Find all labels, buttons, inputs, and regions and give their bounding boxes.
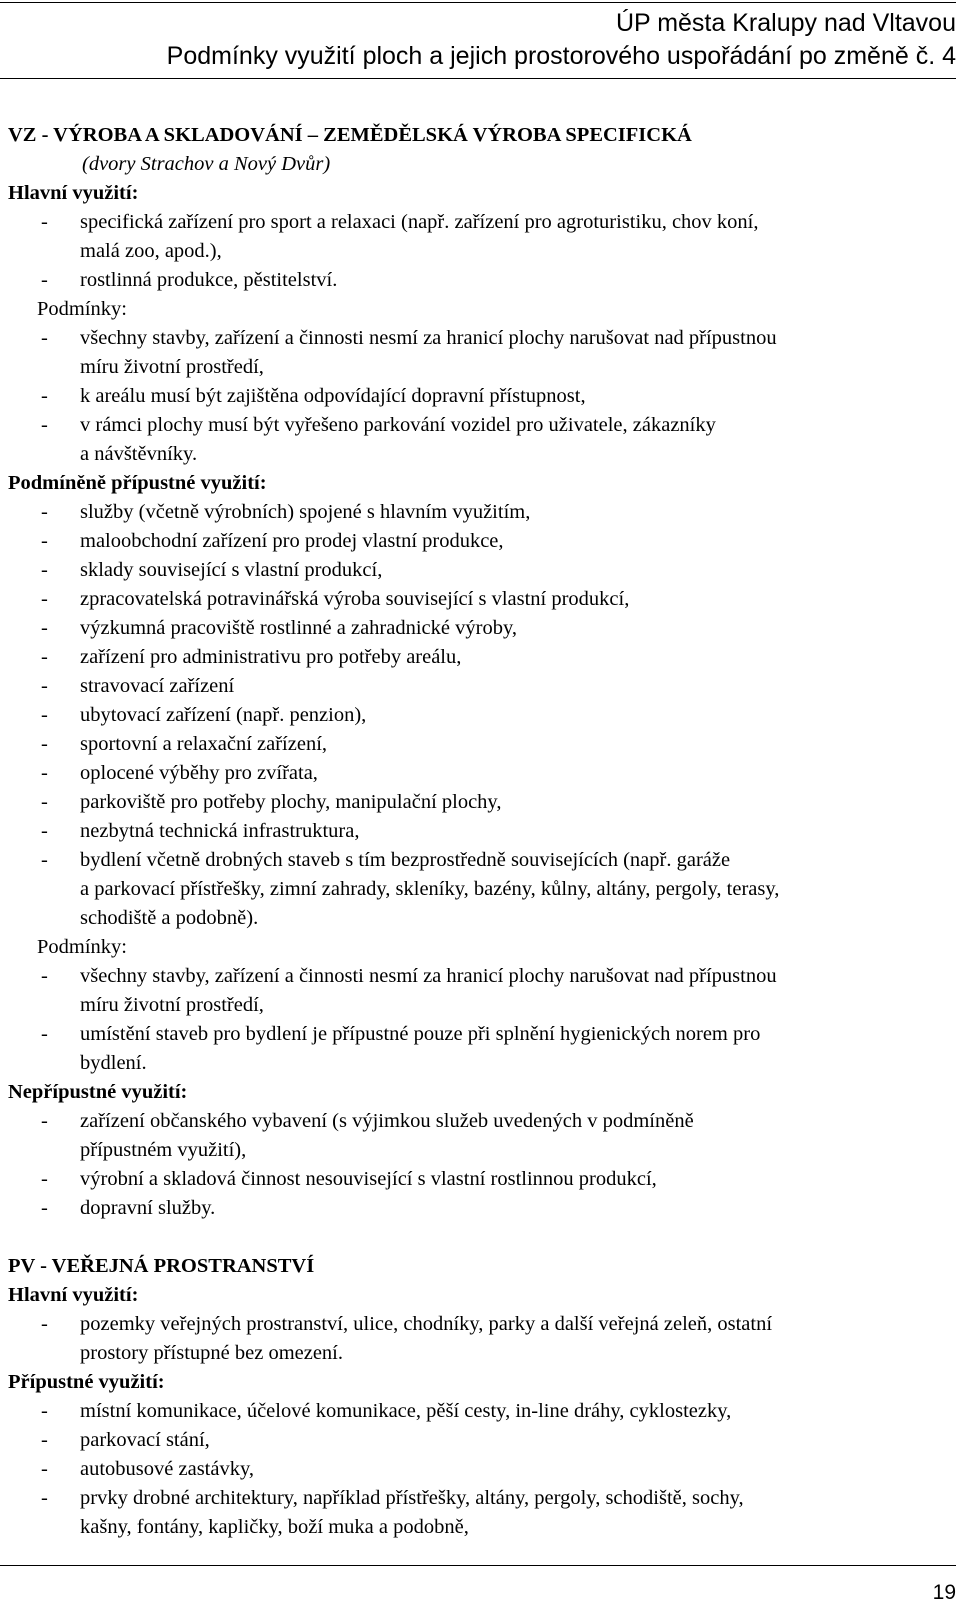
list-bullet-dash: - bbox=[41, 1313, 48, 1335]
list-item bbox=[8, 1020, 956, 1049]
list-item-text: přípustném využití), bbox=[80, 1139, 247, 1161]
vz-conditional-use-list bbox=[8, 498, 956, 933]
list-item-text: výzkumná pracoviště rostlinné a zahradnické výroby, bbox=[80, 617, 517, 639]
list-item bbox=[8, 527, 956, 556]
list-item-text: zařízení pro administrativu pro potřeby areálu, bbox=[80, 646, 462, 668]
list-item bbox=[8, 788, 956, 817]
list-item-continuation bbox=[8, 353, 956, 382]
list-bullet-dash: - bbox=[41, 1168, 48, 1190]
list-item-text: výrobní a skladová činnost nesouvisející s vlastní rostlinnou produkcí, bbox=[80, 1168, 657, 1190]
list-item-text: nezbytná technická infrastruktura, bbox=[80, 820, 360, 842]
list-item-text: specifická zařízení pro sport a relaxaci (např. zařízení pro agroturistiku, chov koní, bbox=[80, 211, 759, 233]
list-item-text: prvky drobné architektury, například přístřešky, altány, pergoly, schodiště, sochy, bbox=[80, 1487, 744, 1509]
list-bullet-dash: - bbox=[41, 849, 48, 871]
vz-conditions-list bbox=[8, 324, 956, 469]
list-item bbox=[8, 382, 956, 411]
vz-main-use-label: Hlavní využití: bbox=[8, 182, 139, 204]
list-item-text: zpracovatelská potravinářská výroba související s vlastní produkcí, bbox=[80, 588, 630, 610]
list-bullet-dash: - bbox=[41, 269, 48, 291]
list-item bbox=[8, 585, 956, 614]
list-bullet-dash: - bbox=[41, 559, 48, 581]
list-bullet-dash: - bbox=[41, 1487, 48, 1509]
list-item-text: autobusové zastávky, bbox=[80, 1458, 255, 1480]
list-item bbox=[8, 846, 956, 875]
list-bullet-dash: - bbox=[41, 1023, 48, 1045]
list-item bbox=[8, 730, 956, 759]
list-item-continuation bbox=[8, 1049, 956, 1078]
list-item bbox=[8, 759, 956, 788]
list-item bbox=[8, 324, 956, 353]
list-item-continuation bbox=[8, 1339, 956, 1368]
list-bullet-dash: - bbox=[41, 704, 48, 726]
vz-prohibited-use-label: Nepřípustné využití: bbox=[8, 1081, 188, 1103]
list-item-text: místní komunikace, účelové komunikace, pěší cesty, in-line dráhy, cyklostezky, bbox=[80, 1400, 732, 1422]
pv-main-use-list bbox=[8, 1310, 956, 1368]
list-bullet-dash: - bbox=[41, 762, 48, 784]
list-item-text: prostory přístupné bez omezení. bbox=[80, 1342, 344, 1364]
list-item-text: a návštěvníky. bbox=[80, 443, 198, 465]
list-bullet-dash: - bbox=[41, 1429, 48, 1451]
list-item bbox=[8, 498, 956, 527]
list-bullet-dash: - bbox=[41, 617, 48, 639]
document-header-title: ÚP města Kralupy nad Vltavou bbox=[615, 9, 956, 37]
list-bullet-dash: - bbox=[41, 530, 48, 552]
vz-main-use-list bbox=[8, 208, 956, 295]
vz-conditions-2-label: Podmínky: bbox=[37, 936, 127, 958]
list-item bbox=[8, 1310, 956, 1339]
page-number: 19 bbox=[932, 1581, 956, 1604]
list-bullet-dash: - bbox=[41, 1110, 48, 1132]
list-item-continuation bbox=[8, 1513, 956, 1542]
list-item bbox=[8, 672, 956, 701]
list-item-text: kašny, fontány, kapličky, boží muka a podobně, bbox=[80, 1516, 469, 1538]
list-item-text: rostlinná produkce, pěstitelství. bbox=[80, 269, 338, 291]
list-bullet-dash: - bbox=[41, 675, 48, 697]
page-content bbox=[8, 121, 956, 1542]
pv-main-use-label: Hlavní využití: bbox=[8, 1284, 139, 1306]
vz-conditions-2-list bbox=[8, 962, 956, 1078]
list-item bbox=[8, 411, 956, 440]
list-item-text: sportovní a relaxační zařízení, bbox=[80, 733, 328, 755]
list-item-text: ubytovací zařízení (např. penzion), bbox=[80, 704, 367, 726]
header-top-rule bbox=[0, 2, 956, 3]
list-bullet-dash: - bbox=[41, 1400, 48, 1422]
section-heading-pv: PV - VEŘEJNÁ PROSTRANSTVÍ bbox=[8, 1255, 315, 1277]
list-item-text: pozemky veřejných prostranství, ulice, chodníky, parky a další veřejná zeleň, ostatní bbox=[80, 1313, 773, 1335]
list-item-text: oplocené výběhy pro zvířata, bbox=[80, 762, 318, 784]
vz-conditional-use-label: Podmíněně přípustné využití: bbox=[8, 472, 267, 494]
list-item-continuation bbox=[8, 237, 956, 266]
list-item bbox=[8, 1194, 956, 1223]
list-item-text: služby (včetně výrobních) spojené s hlavním využitím, bbox=[80, 501, 531, 523]
list-bullet-dash: - bbox=[41, 820, 48, 842]
list-item-text: v rámci plochy musí být vyřešeno parkování vozidel pro uživatele, zákazníky bbox=[80, 414, 716, 436]
list-item bbox=[8, 614, 956, 643]
list-bullet-dash: - bbox=[41, 965, 48, 987]
list-item-text: bydlení. bbox=[80, 1052, 147, 1074]
list-bullet-dash: - bbox=[41, 791, 48, 813]
list-item bbox=[8, 556, 956, 585]
pv-allowed-use-list bbox=[8, 1397, 956, 1542]
list-bullet-dash: - bbox=[41, 327, 48, 349]
section-gap bbox=[8, 1223, 956, 1252]
list-item bbox=[8, 1484, 956, 1513]
list-bullet-dash: - bbox=[41, 501, 48, 523]
list-item-continuation bbox=[8, 875, 956, 904]
list-item-text: malá zoo, apod.), bbox=[80, 240, 222, 262]
list-item-text: všechny stavby, zařízení a činnosti nesmí za hranicí plochy narušovat nad přípustnou bbox=[80, 327, 777, 349]
list-item bbox=[8, 1107, 956, 1136]
list-item-continuation bbox=[8, 991, 956, 1020]
list-item-continuation bbox=[8, 1136, 956, 1165]
list-bullet-dash: - bbox=[41, 646, 48, 668]
list-item bbox=[8, 266, 956, 295]
list-item bbox=[8, 1426, 956, 1455]
footer-rule bbox=[0, 1565, 956, 1566]
list-item-text: míru životní prostředí, bbox=[80, 994, 264, 1016]
list-item bbox=[8, 1165, 956, 1194]
list-item bbox=[8, 701, 956, 730]
list-item-text: míru životní prostředí, bbox=[80, 356, 264, 378]
pv-allowed-use-label: Přípustné využití: bbox=[8, 1371, 165, 1393]
list-item-text: všechny stavby, zařízení a činnosti nesmí za hranicí plochy narušovat nad přípustnou bbox=[80, 965, 777, 987]
document-header-subtitle: Podmínky využití ploch a jejich prostorového uspořádání po změně č. 4 bbox=[166, 42, 956, 70]
list-bullet-dash: - bbox=[41, 414, 48, 436]
list-item-text: maloobchodní zařízení pro prodej vlastní produkce, bbox=[80, 530, 504, 552]
list-item-text: zařízení občanského vybavení (s výjimkou služeb uvedených v podmíněně bbox=[80, 1110, 694, 1132]
list-item-text: schodiště a podobně). bbox=[80, 907, 259, 929]
list-item bbox=[8, 643, 956, 672]
list-item bbox=[8, 1455, 956, 1484]
list-item bbox=[8, 962, 956, 991]
list-item-continuation bbox=[8, 440, 956, 469]
list-item-text: k areálu musí být zajištěna odpovídající dopravní přístupnost, bbox=[80, 385, 586, 407]
list-item-continuation bbox=[8, 904, 956, 933]
vz-prohibited-use-list bbox=[8, 1107, 956, 1223]
list-item bbox=[8, 208, 956, 237]
list-item bbox=[8, 817, 956, 846]
header-bottom-rule bbox=[0, 78, 956, 79]
list-item-text: a parkovací přístřešky, zimní zahrady, skleníky, bazény, kůlny, altány, pergoly, terasy, bbox=[80, 878, 780, 900]
list-item-text: sklady související s vlastní produkcí, bbox=[80, 559, 383, 581]
list-item-text: bydlení včetně drobných staveb s tím bezprostředně souvisejících (např. garáže bbox=[80, 849, 731, 871]
list-bullet-dash: - bbox=[41, 588, 48, 610]
vz-conditions-label: Podmínky: bbox=[37, 298, 127, 320]
list-bullet-dash: - bbox=[41, 1197, 48, 1219]
list-bullet-dash: - bbox=[41, 733, 48, 755]
list-item bbox=[8, 1397, 956, 1426]
list-item-text: parkoviště pro potřeby plochy, manipulační plochy, bbox=[80, 791, 502, 813]
list-item-text: dopravní služby. bbox=[80, 1197, 216, 1219]
list-bullet-dash: - bbox=[41, 211, 48, 233]
section-heading-vz: VZ - VÝROBA A SKLADOVÁNÍ – ZEMĚDĚLSKÁ VÝROBA SPECIFICKÁ bbox=[8, 124, 692, 146]
list-item-text: parkovací stání, bbox=[80, 1429, 210, 1451]
section-subheading-vz: (dvory Strachov a Nový Dvůr) bbox=[82, 153, 331, 175]
list-bullet-dash: - bbox=[41, 1458, 48, 1480]
list-bullet-dash: - bbox=[41, 385, 48, 407]
list-item-text: stravovací zařízení bbox=[80, 675, 235, 697]
list-item-text: umístění staveb pro bydlení je přípustné pouze při splnění hygienických norem pro bbox=[80, 1023, 761, 1045]
